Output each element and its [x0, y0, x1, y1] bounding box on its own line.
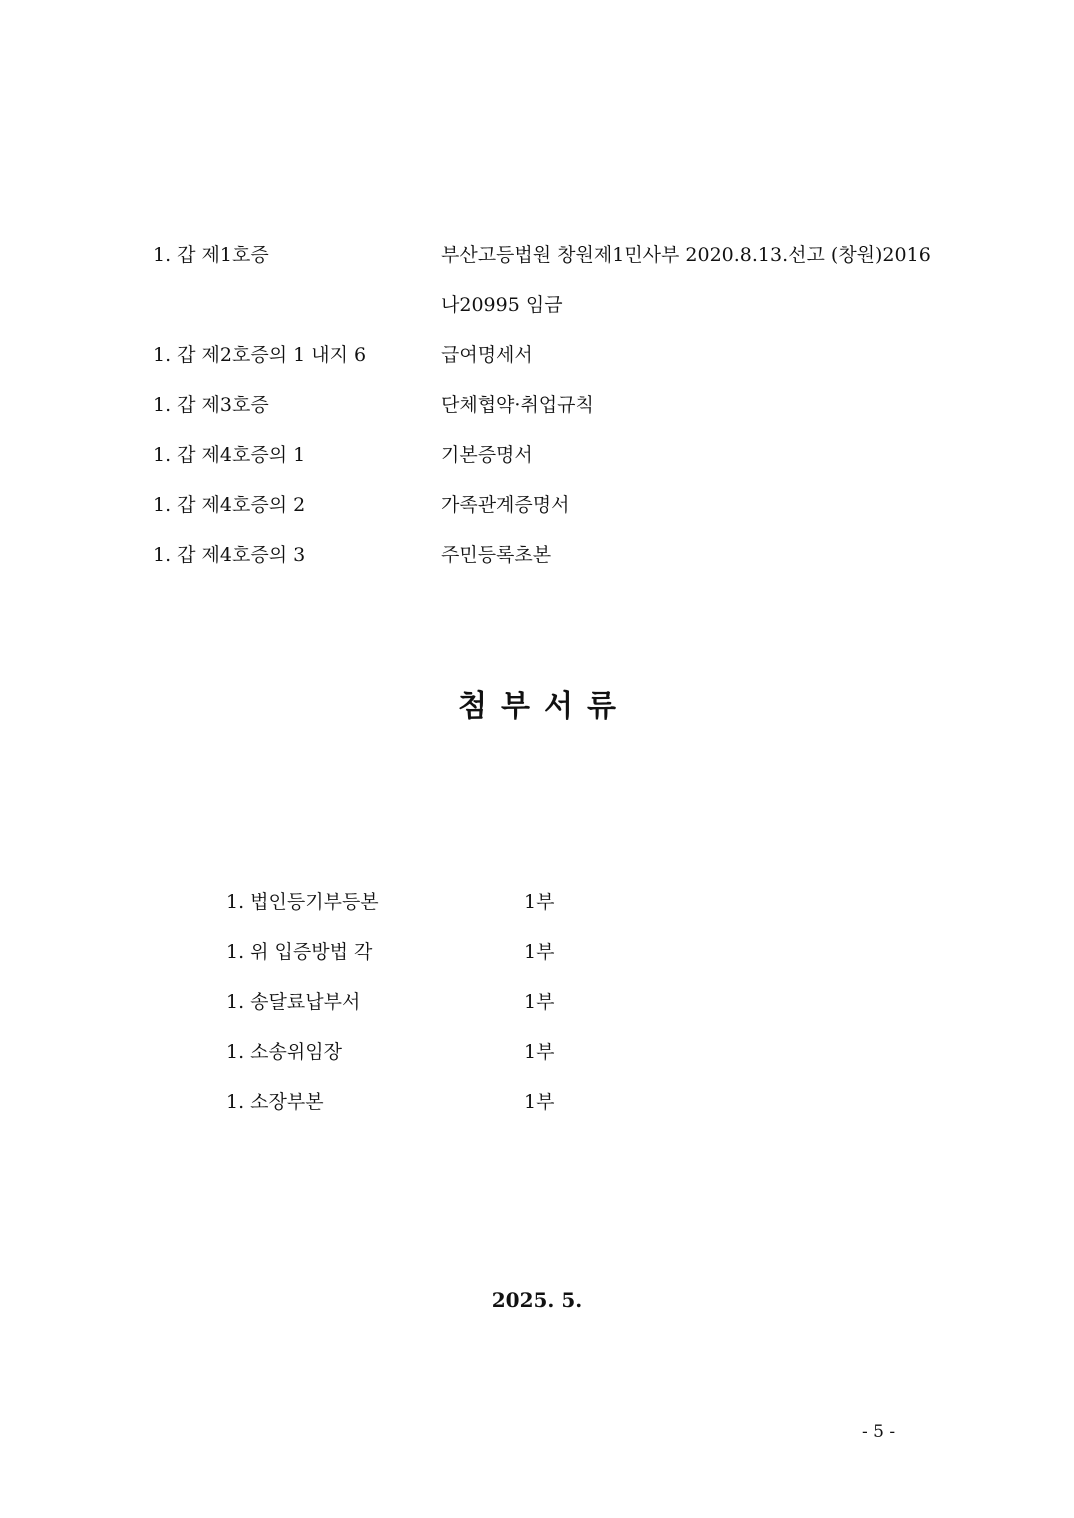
attachment-quantity: 1부 — [524, 1091, 555, 1113]
attachments-title: 첨부서류 — [458, 689, 630, 724]
evidence-description: 단체협약·취업규칙 — [441, 394, 594, 416]
attachment-quantity: 1부 — [524, 941, 555, 963]
evidence-label: 1. 갑 제4호증의 1 — [153, 444, 306, 466]
evidence-row — [153, 538, 953, 588]
attachment-row — [226, 1035, 826, 1085]
page-number: - 5 - — [862, 1422, 896, 1442]
evidence-description: 나20995 임금 — [441, 294, 563, 316]
attachment-name: 1. 송달료납부서 — [226, 991, 361, 1013]
attachment-row — [226, 1085, 826, 1135]
evidence-description: 급여명세서 — [441, 344, 533, 366]
attachments-list — [226, 885, 826, 1135]
evidence-label: 1. 갑 제4호증의 2 — [153, 494, 306, 516]
attachment-name: 1. 소송위임장 — [226, 1041, 342, 1063]
attachment-row — [226, 985, 826, 1035]
attachment-quantity: 1부 — [524, 1041, 555, 1063]
attachment-name: 1. 법인등기부등본 — [226, 891, 379, 913]
evidence-row — [153, 338, 953, 388]
evidence-label: 1. 갑 제1호증 — [153, 244, 269, 266]
evidence-row — [153, 238, 953, 288]
evidence-description: 기본증명서 — [441, 444, 533, 466]
evidence-description: 가족관계증명서 — [441, 494, 570, 516]
evidence-row — [153, 388, 953, 438]
attachment-name: 1. 위 입증방법 각 — [226, 941, 373, 963]
evidence-description: 주민등록초본 — [441, 544, 552, 566]
attachment-quantity: 1부 — [524, 991, 555, 1013]
attachment-row — [226, 885, 826, 935]
evidence-row — [153, 488, 953, 538]
evidence-row — [153, 288, 953, 338]
evidence-list — [153, 238, 953, 588]
evidence-row — [153, 438, 953, 488]
attachment-quantity: 1부 — [524, 891, 555, 913]
attachment-name: 1. 소장부본 — [226, 1091, 324, 1113]
document-date: 2025. 5. — [491, 1288, 583, 1312]
attachment-row — [226, 935, 826, 985]
evidence-description: 부산고등법원 창원제1민사부 2020.8.13.선고 (창원)2016 — [441, 244, 931, 266]
evidence-label: 1. 갑 제2호증의 1 내지 6 — [153, 344, 367, 366]
evidence-label: 1. 갑 제3호증 — [153, 394, 269, 416]
evidence-label: 1. 갑 제4호증의 3 — [153, 544, 306, 566]
